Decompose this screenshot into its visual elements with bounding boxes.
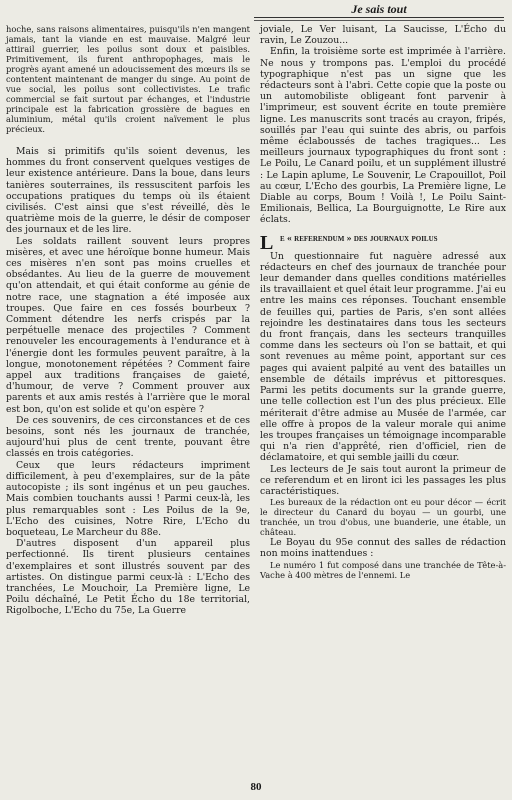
left-paragraph-4: De ces souvenirs, de ces circonstances et de ces besoins, sont nés les journaux de tranchée, aujourd'hui plus de cent trente, pouvant être classés en trois catégories. [6, 414, 250, 460]
left-column [6, 24, 250, 617]
left-paragraph-5: Ceux que leurs rédacteurs impriment difficilement, à peu d'exemplaires, sur de la pâte autocopiste ; ils sont ingénus et un peu gauches. Mais combien touchants aussi ! Parmi ceux-là, les plus remarquables sont : Les Poilus de la 9e, L'Echo des cuisines, Notre Rire, L'Echo du boqueteau, Le Marcheur du 88e. [6, 459, 250, 538]
paragraph-gap [6, 134, 250, 146]
section-drop-letter: L [260, 231, 274, 254]
right-column [260, 24, 506, 580]
left-paragraph-2: Mais si primitifs qu'ils soient devenus, les hommes du front conservent quelques vestiges de leur existence antérieure. Dans la boue, dans leurs tanières souterraines, ils ressuscitent parfois les occupations pratiques du temps où ils étaient civilisés. C'est ainsi que s'est réveillé, dès le quatrième mois de la guerre, le désir de composer des journaux et de les lire. [6, 146, 250, 236]
section-heading [260, 231, 506, 254]
left-paragraph-3: Les soldats raillent souvent leurs propres misères, et avec une héroïque bonne humeur. Mais ces misères n'en sont pas moins cruelles et obsédantes. Au lieu de la guerre de mouvement qu'on attendait, et qui était conforme au génie de notre race, une stagnation a été imposée aux troupes. Que faire en ces fossés bourbeux ? Comment détendre les nerfs crispés par la perpétuelle menace des projectiles ? Comment renouveler les encouragements à l'endurance et à l'énergie dont les formules peuvent paraître, à la longue, monotonement répétées ? Comment faire appel aux traditions françaises de gaieté, d'humour, de verve ? Comment prouver aux parents et aux amis restés à l'arrière que le moral est bon, qu'on est solide et qu'on espère ? [6, 235, 250, 415]
left-paragraph-1: hoche, sans raisons alimentaires, puisqu'ils n'en mangent jamais, tant la viande en est mauvaise. Malgré leur attirail guerrier, les poilus sont doux et paisibles. Primitivement, ils furent anthropophages, mais le progrès ayant amené un adoucissement des mœurs ils se contentent maintenant de manger du singe. Au point de vue social, les poilus sont collectivistes. Le trafic commercial se fait surtout par échanges, et l'industrie principale est la fabrication grossière de bagues en aluminium, métal qu'ils croient naïvement le plus précieux. [6, 24, 250, 134]
right-quote-2: Le numéro 1 fut composé dans une tranchée de Tête-à-Vache à 400 mètres de l'ennemi. Le [260, 559, 506, 580]
page-number: 80 [250, 781, 262, 793]
right-paragraph-5: Le Boyau du 95e connut des salles de rédaction non moins inattendues : [260, 537, 506, 560]
right-paragraph-3: Un questionnaire fut naguère adressé aux rédacteurs en chef des journaux de tranchée pour leur demander dans quelles conditions matérielles ils travaillaient et quel était leur programme. J'ai eu entre les mains ces réponses. Touchant ensemble de feuilles qui, parties de Paris, s'en sont allées rejoindre les destinataires dans tous les secteurs du front français, dans les secteurs tranquilles comme dans les secteurs où l'on se battait, et qui sont revenues au même point, apportant sur ces pages qui avaient palpité au vent des batailles un ensemble de détails imprévus et pittoresques. Parmi les petits documents sur la grande guerre, une telle collection est l'un des plus précieux. Elle mériterait d'être admise au Musée de l'armée, car elle offre à propos de la valeur morale qui anime les troupes françaises un témoignage incomparable qui n'a rien d'apprêté, rien d'officiel, rien de déclamatoire, et qui semble jailli du cœur. [260, 250, 506, 464]
running-header: Je sais tout [254, 3, 504, 18]
header-rule [254, 20, 504, 21]
right-paragraph-1: joviale, Le Ver luisant, La Saucisse, L'Écho du ravin, Le Zouzou... [260, 24, 506, 47]
right-paragraph-2: Enfin, la troisième sorte est imprimée à l'arrière. Ne nous y trompons pas. L'emploi du procédé typographique n'est pas un signe que les rédacteurs sont à l'abri. Cette copie que la poste ou un automobiliste obligeant font parvenir à l'imprimeur, est souvent écrite en toute première ligne. Les manuscrits sont tracés au crayon, fripés, souillés par l'eau qui suinte des abris, ou parfois même éclaboussés de taches tragiques... Les meilleurs journaux typographiques du front sont : Le Poilu, Le Canard poilu, et un supplément illustré : Le Lapin aplume, Le Souvenir, Le Crapouillot, Poil au cœur, L'Echo des gourbis, La Première ligne, Le Diable au corps, Boum ! Voilà !, Le Poilu Saint-Emilionais, Bellica, La Bourguignotte, Le Rire aux éclats. [260, 46, 506, 226]
left-paragraph-6: D'autres disposent d'un appareil plus perfectionné. Ils tirent plusieurs centaines d'exemplaires et sont illustrés souvent par des artistes. On distingue parmi ceux-là : L'Echo des tranchées, Le Mouchoir, La Première ligne, Le Poilu déchaîné, Le Petit Écho du 18e territorial, Rigolboche, L'Echo du 75e, La Guerre [6, 538, 250, 617]
right-paragraph-4: Les lecteurs de Je sais tout auront la primeur de ce referendum et en liront ici les passages les plus caractéristiques. [260, 463, 506, 497]
section-heading-text: e « referendum » des journaux poilus [280, 233, 438, 244]
right-quote-1: Les bureaux de la rédaction ont eu pour décor — écrit le directeur du Canard du boyau — un gourbi, une tranchée, un trou d'obus, une buanderie, une étable, un château. [260, 497, 506, 538]
